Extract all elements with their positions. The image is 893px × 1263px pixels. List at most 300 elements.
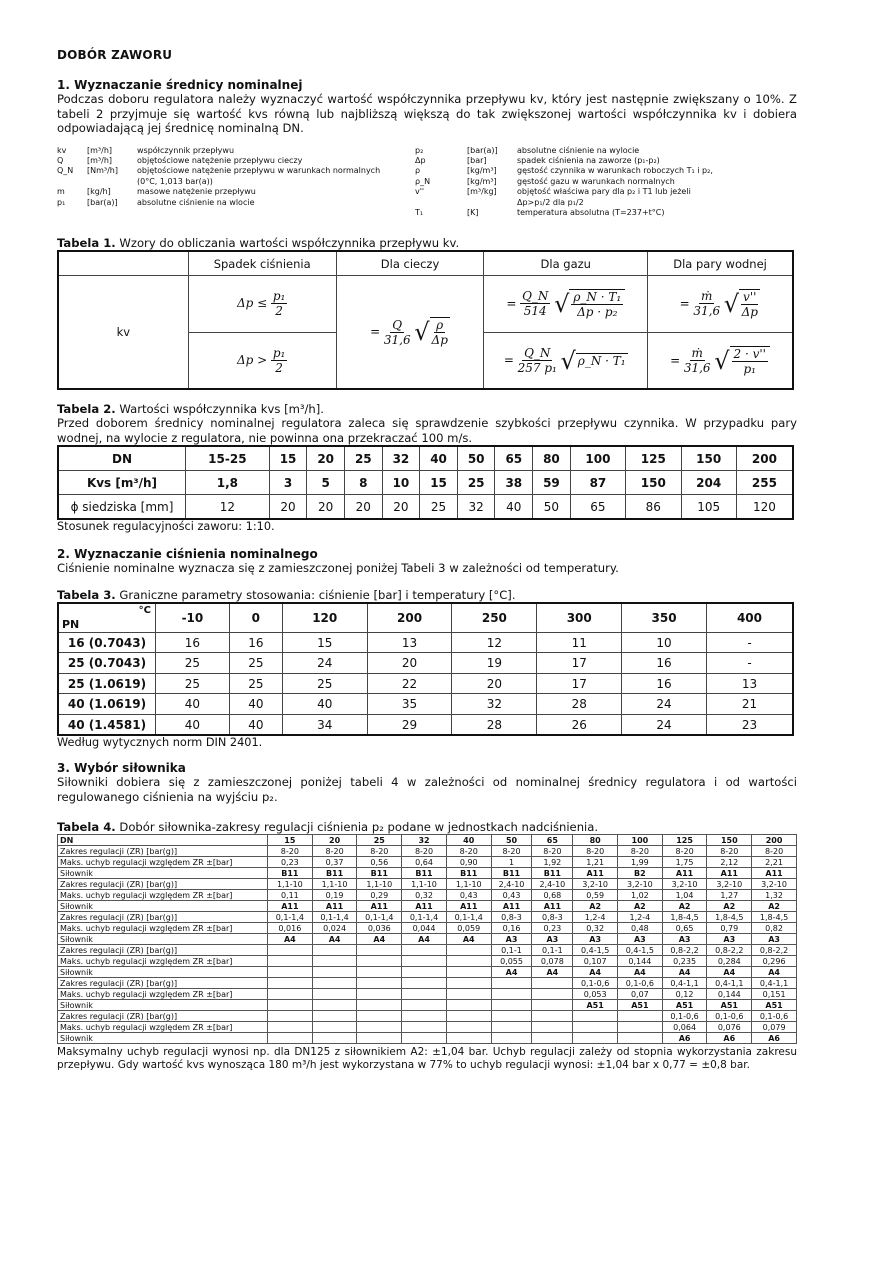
table-cell: 0,8-2,2: [752, 945, 797, 956]
symbol-unit: [bar(a)]: [467, 145, 498, 155]
table-cell: [268, 978, 313, 989]
symbol-unit: [bar]: [467, 155, 487, 165]
table-cell: A11: [707, 868, 752, 879]
table-row: [58, 989, 797, 1000]
symbol: Δp: [415, 155, 426, 165]
table-cell: 8-20: [752, 846, 797, 857]
table-cell: 0,90: [446, 857, 491, 868]
table-cell: 20: [382, 495, 420, 520]
table-cell: 1,8-4,5: [662, 912, 707, 923]
table-cell: 0,8-2,2: [662, 945, 707, 956]
table-cell: [312, 1033, 357, 1044]
symbol-unit: [m³/h]: [87, 155, 113, 165]
table-cell: B2: [618, 868, 663, 879]
table-cell: 10: [382, 471, 420, 495]
table-cell: 2,4-10: [491, 879, 532, 890]
table-cell: A51: [618, 1000, 663, 1011]
row-label: Siłownik: [58, 868, 268, 879]
table-cell: [446, 978, 491, 989]
temperature-header: 400: [706, 603, 793, 633]
pn-label: 40 (1.0619): [58, 694, 156, 715]
table-cell: A11: [491, 901, 532, 912]
symbol: v'': [415, 187, 425, 197]
table-row: [58, 945, 797, 956]
row-label: Maks. uchyb regulacji względem ZR ±[bar]: [58, 923, 268, 934]
table-row: [58, 653, 793, 674]
table-cell: 0,4-1,5: [618, 945, 663, 956]
table-cell: B11: [402, 868, 447, 879]
table-cell: B11: [312, 868, 357, 879]
condition-upper: Δp ≤ $\frac{\text{p₁}}{2}$: [188, 275, 336, 332]
table-cell: 20: [307, 446, 345, 471]
symbol: ρ_N: [415, 176, 431, 186]
table-cell: 16: [622, 653, 707, 674]
table-cell: 2,4-10: [532, 879, 573, 890]
table-cell: 32: [457, 495, 495, 520]
table-cell: [446, 989, 491, 1000]
symbol-legend-left: [57, 146, 415, 219]
condition-lower: Δp > $\frac{\text{p₁}}{2}$: [188, 332, 336, 389]
table-cell: 0,4-1,1: [662, 978, 707, 989]
table-cell: B11: [357, 868, 402, 879]
table-cell: [446, 967, 491, 978]
table-cell: A4: [707, 967, 752, 978]
row-label: Maks. uchyb regulacji względem ZR ±[bar]: [58, 956, 268, 967]
dn-header: 40: [446, 835, 491, 846]
table-cell: 25: [156, 673, 230, 694]
table-cell: [312, 1011, 357, 1022]
table-cell: 25: [420, 495, 458, 520]
table-cell: 0,1-1,4: [402, 912, 447, 923]
table-1-row-label: kv: [58, 275, 188, 389]
table-cell: 8-20: [491, 846, 532, 857]
table-cell: 0,64: [402, 857, 447, 868]
table-cell: 16: [229, 632, 282, 653]
table-cell: [491, 989, 532, 1000]
symbol: p₁: [57, 197, 66, 207]
table-cell: A11: [268, 901, 313, 912]
table-cell: 38: [495, 471, 533, 495]
symbol-row: [57, 156, 415, 166]
table-cell: 8-20: [312, 846, 357, 857]
row-label: Zakres regulacji (ZR) [bar(g)]: [58, 879, 268, 890]
table-cell: [532, 1000, 573, 1011]
table-cell: 50: [533, 495, 571, 520]
table-cell: -: [706, 653, 793, 674]
table-cell: 150: [626, 471, 681, 495]
section-2-paragraph: Ciśnienie nominalne wyznacza się z zamieszczonej poniżej Tabeli 3 w zależności od temperatury.: [57, 561, 619, 576]
table-row: [58, 890, 797, 901]
table-cell: A11: [752, 868, 797, 879]
table-cell: A2: [573, 901, 618, 912]
row-label: Zakres regulacji (ZR) [bar(g)]: [58, 846, 268, 857]
table-cell: 0,8-3: [491, 912, 532, 923]
table-cell: 0,43: [446, 890, 491, 901]
table-cell: 32: [452, 694, 537, 715]
table-cell: 0,4-1,1: [707, 978, 752, 989]
symbol-unit: [m³/h]: [87, 145, 113, 155]
table-cell: 0,107: [573, 956, 618, 967]
symbol-row: [415, 146, 773, 156]
symbol-description: absolutne ciśnienie na wylocie: [517, 145, 640, 155]
table-cell: 8-20: [402, 846, 447, 857]
table-cell: [312, 956, 357, 967]
table-cell: A6: [707, 1033, 752, 1044]
document-page: [57, 48, 797, 1072]
table-2-intro: Przed doborem średnicy nominalnej regulatora zaleca się sprawdzenie szybkości przepływu czynnika. W przypadku pary wodnej, na wylocie z regulatora, nie powinna ona przekraczać 100 m/s.: [57, 416, 797, 445]
table-cell: 0,43: [491, 890, 532, 901]
table-cell: 0,055: [491, 956, 532, 967]
table-1-header: Dla pary wodnej: [648, 251, 793, 275]
table-cell: 23: [706, 714, 793, 735]
table-cell: 29: [367, 714, 452, 735]
symbol-description: (0°C, 1,013 bar(a)): [137, 176, 213, 186]
table-cell: 0,144: [707, 989, 752, 1000]
dn-header: 100: [618, 835, 663, 846]
table-cell: [357, 1011, 402, 1022]
pn-label: 25 (1.0619): [58, 673, 156, 694]
table-cell: [268, 967, 313, 978]
table-cell: [402, 967, 447, 978]
section-1-heading: 1. Wyznaczanie średnicy nominalnej: [57, 78, 303, 92]
table-cell: B11: [446, 868, 491, 879]
table-cell: 65: [495, 446, 533, 471]
table-header-row: [58, 835, 797, 846]
table-cell: 0,144: [618, 956, 663, 967]
symbol-row: [415, 198, 773, 208]
table-row: [58, 879, 797, 890]
table-cell: 13: [367, 632, 452, 653]
table-cell: 0,024: [312, 923, 357, 934]
row-label: Kvs [m³/h]: [58, 471, 186, 495]
table-cell: [532, 1033, 573, 1044]
table-cell: A51: [573, 1000, 618, 1011]
table-cell: 100: [570, 446, 625, 471]
document-title: DOBÓR ZAWORU: [57, 48, 173, 62]
symbol-description: objętościowe natężenie przepływu cieczy: [137, 155, 303, 165]
table-cell: A11: [662, 868, 707, 879]
table-cell: [446, 1033, 491, 1044]
table-cell: A4: [357, 934, 402, 945]
table-cell: A4: [402, 934, 447, 945]
symbol: Q: [57, 155, 64, 165]
table-cell: 105: [681, 495, 736, 520]
table-cell: 26: [537, 714, 622, 735]
table-cell: 8: [344, 471, 382, 495]
dn-header: 80: [573, 835, 618, 846]
table-header-row: [58, 603, 793, 633]
table-cell: 0,59: [573, 890, 618, 901]
table-cell: 1,75: [662, 857, 707, 868]
table-cell: 34: [282, 714, 367, 735]
table-cell: [573, 1033, 618, 1044]
temperature-header: 350: [622, 603, 707, 633]
table-cell: 0,68: [532, 890, 573, 901]
table-cell: [618, 1022, 663, 1033]
table-cell: [312, 945, 357, 956]
table-cell: 3: [269, 471, 307, 495]
symbol-unit: [m³/kg]: [467, 187, 497, 197]
table-cell: [312, 967, 357, 978]
table-2-note: Stosunek regulacyjności zaworu: 1:10.: [57, 520, 275, 534]
steam-formula-lower: = $\frac{\text{ṁ}}{31,6}$ √ $\frac{2 \cdot v''}{\text{p₁}}$: [648, 332, 793, 389]
table-cell: 1,92: [532, 857, 573, 868]
table-cell: 0,23: [268, 857, 313, 868]
table-cell: 1,32: [752, 890, 797, 901]
symbol-row: [57, 187, 415, 197]
table-cell: 0,1-0,6: [618, 978, 663, 989]
table-cell: 8-20: [618, 846, 663, 857]
table-cell: [491, 1011, 532, 1022]
symbol-description: objętość właściwa pary dla p₂ i T1 lub jeżeli: [517, 187, 691, 197]
table-cell: 1,8-4,5: [752, 912, 797, 923]
table-cell: [312, 978, 357, 989]
row-label: Maks. uchyb regulacji względem ZR ±[bar]: [58, 989, 268, 1000]
table-row: [58, 714, 793, 735]
table-cell: 0,4-1,5: [573, 945, 618, 956]
section-1-paragraph: Podczas doboru regulatora należy wyznaczyć wartość współczynnika przepływu kv, który jest następnie zwiększany o 10%. Z tabeli 2 przyjmuje się wartość kvs równą lub najbliższą większą do tak zwiększonej wartości współczynnika kv i dobiera odpowiadającą jej średnicę nominalną DN.: [57, 92, 797, 135]
table-2-kvs-values: [57, 445, 794, 520]
table-cell: [446, 1011, 491, 1022]
table-cell: 1,27: [707, 890, 752, 901]
table-cell: 0,8-2,2: [707, 945, 752, 956]
row-label: Zakres regulacji (ZR) [bar(g)]: [58, 978, 268, 989]
table-1-header: Dla cieczy: [336, 251, 484, 275]
table-cell: A11: [446, 901, 491, 912]
table-cell: [402, 1000, 447, 1011]
symbol-legend: [57, 146, 797, 219]
table-cell: [491, 978, 532, 989]
temperature-header: 250: [452, 603, 537, 633]
table-cell: 40: [282, 694, 367, 715]
table-cell: 17: [537, 653, 622, 674]
table-cell: 25: [457, 471, 495, 495]
section-2-heading: 2. Wyznaczanie ciśnienia nominalnego: [57, 547, 318, 562]
table-cell: 35: [367, 694, 452, 715]
gas-formula-upper: = $\frac{Q\_N}{514}$ √ $\frac{\text{ρ\_N · T₁}}{\text{Δp · p₂}}$: [484, 275, 648, 332]
table-cell: 40: [229, 694, 282, 715]
table-row: [58, 868, 797, 879]
table-cell: 3,2-10: [662, 879, 707, 890]
symbol: T₁: [415, 207, 424, 217]
symbol-row: [415, 187, 773, 197]
table-cell: 0,053: [573, 989, 618, 1000]
table-cell: A4: [573, 967, 618, 978]
symbol-unit: [kg/h]: [87, 187, 111, 197]
table-row: [58, 1022, 797, 1033]
table-cell: 0,1-1: [532, 945, 573, 956]
table-cell: 12: [452, 632, 537, 653]
table-cell: 24: [622, 694, 707, 715]
table-cell: 0,064: [662, 1022, 707, 1033]
table-cell: 86: [626, 495, 681, 520]
table-cell: [532, 989, 573, 1000]
table-cell: 20: [452, 673, 537, 694]
table-cell: 1,1-10: [357, 879, 402, 890]
row-label: Siłownik: [58, 901, 268, 912]
table-cell: [268, 956, 313, 967]
dn-header: 200: [752, 835, 797, 846]
table-cell: 40: [156, 714, 230, 735]
row-label: Maks. uchyb regulacji względem ZR ±[bar]: [58, 890, 268, 901]
table-cell: 0,07: [618, 989, 663, 1000]
table-cell: 28: [537, 694, 622, 715]
table-cell: 3,2-10: [618, 879, 663, 890]
row-label: ϕ siedziska [mm]: [58, 495, 186, 520]
dn-header: 15: [268, 835, 313, 846]
table-cell: 204: [681, 471, 736, 495]
dn-header: 125: [662, 835, 707, 846]
row-label: Siłownik: [58, 1000, 268, 1011]
row-label: Siłownik: [58, 934, 268, 945]
symbol-description: objętościowe natężenie przepływu w warunkach normalnych: [137, 166, 381, 176]
table-cell: 0,23: [532, 923, 573, 934]
table-cell: A6: [752, 1033, 797, 1044]
table-cell: 0,32: [402, 890, 447, 901]
symbol: p₂: [415, 145, 424, 155]
table-row: [58, 673, 793, 694]
symbol-description: gęstość gazu w warunkach normalnych: [517, 176, 675, 186]
table-cell: [402, 945, 447, 956]
table-cell: [357, 945, 402, 956]
pn-label: 25 (0.7043): [58, 653, 156, 674]
table-cell: 21: [706, 694, 793, 715]
dn-header: 50: [491, 835, 532, 846]
symbol-description: masowe natężenie przepływu: [137, 187, 256, 197]
section-3-paragraph: Siłowniki dobiera się z zamieszczonej poniżej tabeli 4 w zależności od nominalnej średnicy regulatora i od wartości regulowanego ciśnienia na wyjściu p₂.: [57, 775, 797, 804]
table-cell: 24: [622, 714, 707, 735]
table-cell: A11: [532, 901, 573, 912]
corner-cell: [58, 603, 156, 633]
table-cell: [402, 978, 447, 989]
table-cell: 22: [367, 673, 452, 694]
table-2-caption: Tabela 2. Wartości współczynnika kvs [m³/h].: [57, 402, 324, 417]
table-cell: [446, 1022, 491, 1033]
table-row: [58, 978, 797, 989]
symbol: kv: [57, 145, 67, 155]
symbol-row: [57, 166, 415, 176]
row-label: Zakres regulacji (ZR) [bar(g)]: [58, 1011, 268, 1022]
table-cell: 0,1-0,6: [662, 1011, 707, 1022]
table-cell: 1,21: [573, 857, 618, 868]
table-cell: 0,296: [752, 956, 797, 967]
table-cell: 25: [229, 673, 282, 694]
table-cell: 8-20: [268, 846, 313, 857]
table-cell: 0,8-3: [532, 912, 573, 923]
table-row: [58, 471, 793, 495]
table-cell: B11: [532, 868, 573, 879]
table-cell: A3: [532, 934, 573, 945]
table-cell: A4: [312, 934, 357, 945]
table-cell: B11: [268, 868, 313, 879]
symbol: ρ: [415, 166, 421, 176]
table-cell: [357, 1000, 402, 1011]
table-cell: [357, 1033, 402, 1044]
table-cell: 0,12: [662, 989, 707, 1000]
table-cell: 0,151: [752, 989, 797, 1000]
table-cell: A4: [491, 967, 532, 978]
table-cell: 0,078: [532, 956, 573, 967]
table-cell: 0,016: [268, 923, 313, 934]
table-cell: 40: [156, 694, 230, 715]
symbol: [415, 198, 467, 208]
table-cell: A4: [618, 967, 663, 978]
table-cell: [268, 1000, 313, 1011]
table-row: [58, 901, 797, 912]
table-cell: 200: [736, 446, 793, 471]
table-cell: 24: [282, 653, 367, 674]
table-cell: 1,8-4,5: [707, 912, 752, 923]
table-cell: [402, 989, 447, 1000]
table-cell: A4: [446, 934, 491, 945]
table-cell: 150: [681, 446, 736, 471]
table-3-caption: Tabela 3. Graniczne parametry stosowania: ciśnienie [bar] i temperatury [°C].: [57, 587, 516, 602]
table-cell: 0,56: [357, 857, 402, 868]
table-3-note: Według wytycznych norm DIN 2401.: [57, 736, 263, 750]
table-cell: A11: [402, 901, 447, 912]
symbol-description: spadek ciśnienia na zaworze (p₁-p₂): [517, 155, 660, 165]
table-cell: [312, 989, 357, 1000]
table-cell: 3,2-10: [707, 879, 752, 890]
symbol-description: współczynnik przepływu: [137, 145, 235, 155]
row-label: Zakres regulacji (ZR) [bar(g)]: [58, 945, 268, 956]
table-cell: 2,21: [752, 857, 797, 868]
table-cell: 40: [495, 495, 533, 520]
table-row: [58, 923, 797, 934]
symbol-legend-right: [415, 146, 773, 219]
symbol: Q_N: [57, 166, 74, 176]
table-cell: A4: [662, 967, 707, 978]
table-cell: 0,29: [357, 890, 402, 901]
table-4-footnote: Maksymalny uchyb regulacji wynosi np. dla DN125 z siłownikiem A2: ±1,04 bar. Uchyb regulacji zależy od stopnia wykorzystania zakresu przepływu. Gdy wartość kvs wynosząca 180 m³/h jest wykorzystana w 77% to uchyb regulacji wynosi: ±1,04 bar x 0,77 = ±0,8 bar.: [57, 1046, 797, 1072]
symbol-unit: [kg/m³]: [467, 166, 497, 176]
table-cell: 0,1-0,6: [573, 978, 618, 989]
symbol-row: [415, 208, 773, 218]
table-cell: [402, 1022, 447, 1033]
table-cell: [491, 1033, 532, 1044]
liquid-formula: = $\frac{Q}{31,6}$ √ $\frac{\rho}{\Delta p}$: [336, 275, 484, 389]
table-cell: [357, 1022, 402, 1033]
table-row: [58, 934, 797, 945]
table-cell: [268, 945, 313, 956]
table-cell: 3,2-10: [573, 879, 618, 890]
corner-top-label: °C: [138, 604, 151, 616]
steam-formula-upper: = $\frac{\text{ṁ}}{31,6}$ √ $\frac{v''}{\Delta p}$: [648, 275, 793, 332]
table-cell: 1,99: [618, 857, 663, 868]
table-cell: 0,1-0,6: [707, 1011, 752, 1022]
section-3-heading: 3. Wybór siłownika: [57, 761, 186, 776]
table-cell: 0,076: [707, 1022, 752, 1033]
table-cell: 1,8: [186, 471, 270, 495]
row-label: Zakres regulacji (ZR) [bar(g)]: [58, 912, 268, 923]
table-cell: 20: [367, 653, 452, 674]
table-cell: 0,1-0,6: [752, 1011, 797, 1022]
table-cell: 1,2-4: [573, 912, 618, 923]
table-cell: A4: [532, 967, 573, 978]
row-label: DN: [58, 446, 186, 471]
table-row: [58, 857, 797, 868]
dn-header: 32: [402, 835, 447, 846]
symbol-description: gęstość czynnika w warunkach roboczych T₁ i p₂,: [517, 166, 713, 176]
table-cell: 0,48: [618, 923, 663, 934]
table-cell: A2: [618, 901, 663, 912]
table-cell: 25: [229, 653, 282, 674]
table-cell: 59: [533, 471, 571, 495]
table-cell: 0,059: [446, 923, 491, 934]
table-cell: [268, 1033, 313, 1044]
table-cell: 80: [533, 446, 571, 471]
table-cell: 15: [282, 632, 367, 653]
